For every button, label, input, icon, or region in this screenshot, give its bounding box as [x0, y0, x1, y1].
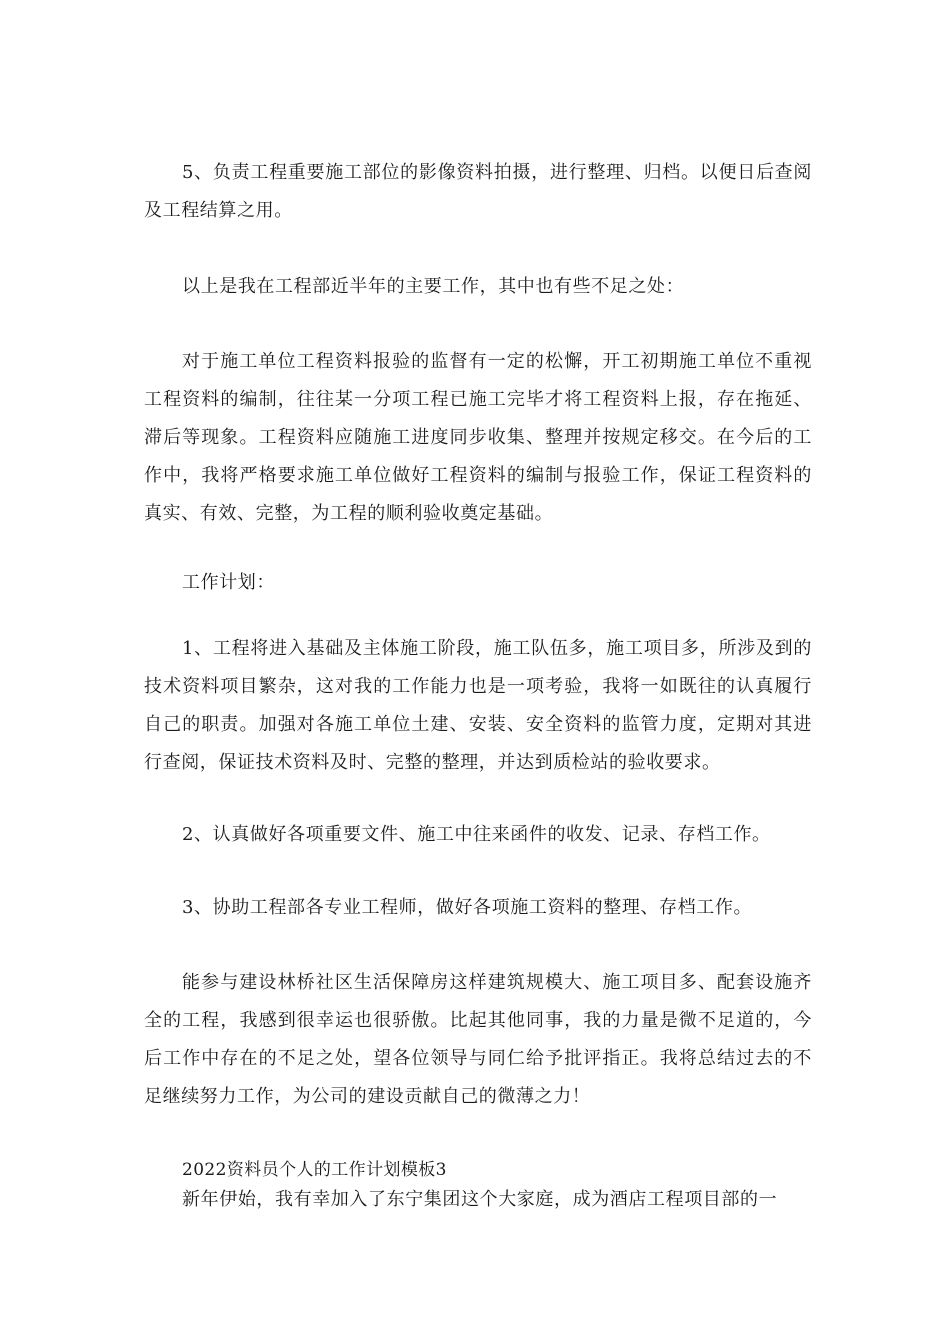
paragraph-conclusion: 能参与建设林桥社区生活保障房这样建筑规模大、施工项目多、配套设施齐全的工程，我感到很幸运也很骄傲。比起其他同事，我的力量是微不足道的，今后工作中存在的不足之处，望各位领导与同仁给予批评指正。我将总结过去的不足继续努力工作，为公司的建设贡献自己的微薄之力！ — [144, 972, 812, 1107]
paragraph-new-year-intro: 新年伊始，我有幸加入了东宁集团这个大家庭，成为酒店工程项目部的一 — [182, 1189, 778, 1210]
paragraph-plan-item-2: 2、认真做好各项重要文件、施工中往来函件的收发、记录、存档工作。 — [182, 824, 771, 845]
paragraph-plan-item-1: 1、工程将进入基础及主体施工阶段，施工队伍多，施工项目多，所涉及到的技术资料项目繁杂，这对我的工作能力也是一项考验，我将一如既往的认真履行自己的职责。加强对各施工单位土建、安装、安全资料的监管力度，定期对其进行查阅，保证技术资料及时、完整的整理，并达到质检站的验收要求。 — [144, 638, 812, 773]
paragraph-plan-item-3: 3、协助工程部各专业工程师，做好各项施工资料的整理、存档工作。 — [182, 897, 753, 918]
paragraph-item-5-photo-archiving: 5、负责工程重要施工部位的影像资料拍摄，进行整理、归档。以便日后查阅及工程结算之用。 — [144, 162, 812, 221]
paragraph-work-plan-label: 工作计划： — [182, 572, 275, 593]
paragraph-shortcomings-detail: 对于施工单位工程资料报验的监督有一定的松懈，开工初期施工单位不重视工程资料的编制，往往某一分项工程已施工完毕才将工程资料上报，存在拖延、滞后等现象。工程资料应随施工进度同步收集、整理并按规定移交。在今后的工作中，我将严格要求施工单位做好工程资料的编制与报验工作，保证工程资料的真实、有效、完整，为工程的顺利验收奠定基础。 — [144, 351, 812, 524]
paragraph-shortcomings-intro: 以上是我在工程部近半年的主要工作，其中也有些不足之处： — [182, 276, 685, 297]
section-heading: 2022资料员个人的工作计划模板3 — [182, 1160, 447, 1180]
